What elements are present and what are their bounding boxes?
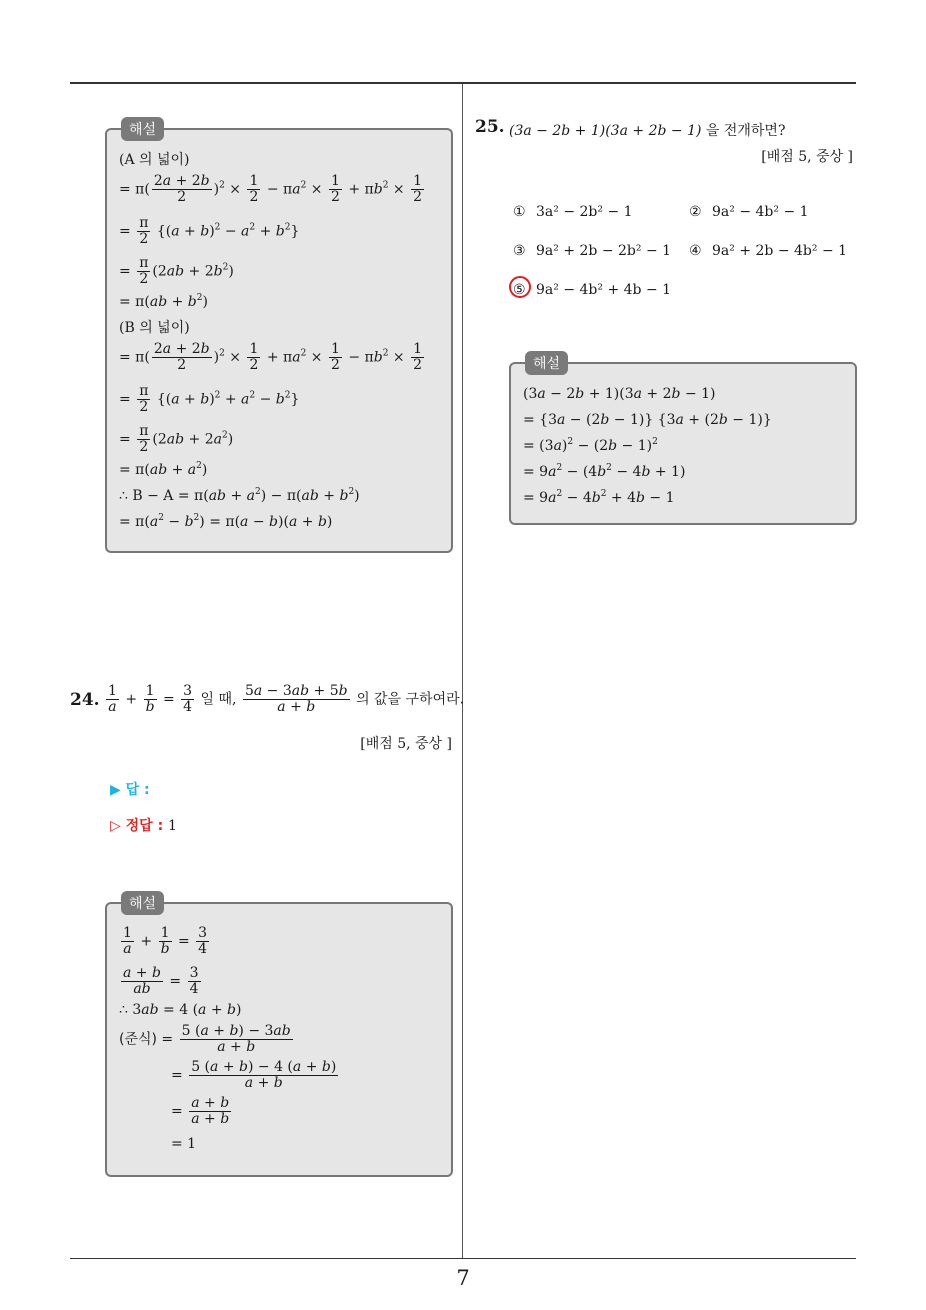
q24-sol-step-3: ∴ 3ab = 4 (a + b) <box>119 1002 242 1018</box>
explanation-box-area <box>105 122 453 553</box>
therefore-symbol: ∴ <box>119 488 128 504</box>
q25-sol-step-5: = $9a^2 - 4b^2 + 4b - 1$ <box>523 489 675 506</box>
explanation-box-q25 <box>509 356 857 525</box>
choice-text: 9a² − 4b² − 1 <box>712 204 809 220</box>
choice-mark: ② <box>689 204 702 220</box>
q25-choice-4[interactable] <box>689 243 847 259</box>
q24-sol-step-7: = 1 <box>171 1136 197 1152</box>
q24-question: $\frac{1}{a}$ + $\frac{1}{b}$ = $\frac{3}{4}$ 일 때, $\frac{5a - 3ab + 5b}{a + b}$ 의 값을 구하여라. <box>108 683 465 715</box>
q25-sol-step-2: = {3a − (2b − 1)} {3a + (2b − 1)} <box>523 412 772 428</box>
choice-text: 3a² − 2b² − 1 <box>536 204 633 220</box>
q24-condition-word: 일 때, <box>200 691 237 708</box>
top-rule <box>70 82 856 84</box>
q24-sol-step-1: $\frac{1}{a}$ + $\frac{1}{b}$ = $\frac{3}{4}$ <box>123 925 208 957</box>
choice-mark: ⑤ <box>513 282 526 298</box>
q24-score: [배점 5, 중상 ] <box>360 736 452 752</box>
q24-correct-label <box>110 815 177 835</box>
page-number: 7 <box>456 1266 470 1290</box>
choice-mark: ① <box>513 204 526 220</box>
q25-choice-1[interactable] <box>513 204 633 220</box>
q24-sol-step-4: (준식) = $\frac{5 (a + b) - 3ab}{a + b}$ <box>119 1023 291 1055</box>
area-a-label: (A 의 넓이) <box>119 152 190 168</box>
bottom-rule <box>70 1258 856 1259</box>
area-a-step-2: = $\frac{\pi}{2}$ $\{(a + b)^2 - a^2 + b^2\}$ <box>119 215 300 247</box>
difference-line: ∴ $B - A = \pi(ab + a^2) - \pi(ab + b^2)$ <box>119 487 360 504</box>
q25-choice-5[interactable] <box>513 282 671 298</box>
column-divider <box>462 84 463 1258</box>
choice-text: 9a² − 4b² + 4b − 1 <box>536 282 672 298</box>
explanation-tag: 해설 <box>121 117 164 141</box>
area-b-step-1: = π( $\frac{2a + 2b}{2}$ )$^2$ × $\frac{1}{2}$ + $\pi a^2$ × $\frac{1}{2}$ − $\pi b^2$ × $\frac{1}{2}$ <box>119 341 423 373</box>
q25-question-tail: 을 전개하면? <box>705 123 786 139</box>
q24-question-tail: 의 값을 구하여라. <box>356 691 465 708</box>
q25-choice-2[interactable] <box>689 204 809 220</box>
q24-sol-step-5: = $\frac{5 (a + b) - 4 (a + b)}{a + b}$ <box>171 1059 337 1091</box>
area-a-step-3: = $\frac{\pi}{2}$ $(2ab + 2b^2)$ <box>119 255 234 287</box>
choice-mark: ③ <box>513 243 526 259</box>
area-a-step-4: = $\pi(ab + b^2)$ <box>119 293 208 310</box>
choice-text: 9a² + 2b − 4b² − 1 <box>712 243 848 259</box>
area-b-step-4: = $\pi(ab + a^2)$ <box>119 461 208 478</box>
q24-solution-label: (준식) <box>119 1031 157 1048</box>
q25-expression: (3a − 2b + 1)(3a + 2b − 1) <box>509 123 702 139</box>
area-b-label: (B 의 넓이) <box>119 320 190 336</box>
area-b-step-2: = $\frac{\pi}{2}$ $\{(a + b)^2 + a^2 - b^2\}$ <box>119 383 300 415</box>
q25-sol-step-1: (3a − 2b + 1)(3a + 2b − 1) <box>523 386 716 402</box>
q25-number: 25. <box>475 117 505 137</box>
q25-choice-3[interactable] <box>513 243 671 259</box>
q24-correct-value: 1 <box>168 818 177 834</box>
explanation-tag: 해설 <box>121 891 164 915</box>
explanation-tag: 해설 <box>525 351 568 375</box>
q24-sol-step-2: $\frac{a + b}{ab}$ = $\frac{3}{4}$ <box>123 965 199 997</box>
q25-score: [배점 5, 중상 ] <box>761 149 853 165</box>
choice-text: 9a² + 2b − 2b² − 1 <box>536 243 672 259</box>
q25-sol-step-3: = $(3a)^2 - (2b - 1)^2$ <box>523 437 658 454</box>
q24-sol-step-6: = $\frac{a + b}{a + b}$ <box>171 1095 230 1127</box>
q25-question <box>509 120 785 140</box>
choice-mark: ④ <box>689 243 702 259</box>
explanation-box-q24 <box>105 896 453 1177</box>
difference-result: = $\pi(a^2 - b^2) = \pi(a - b)(a + b)$ <box>119 513 333 530</box>
correct-label-text: ▷ 정답 : <box>110 818 164 834</box>
area-b-step-3: = $\frac{\pi}{2}$ $(2ab + 2a^2)$ <box>119 423 234 455</box>
q24-answer-label: ▶ 답 : <box>110 782 150 798</box>
q24-number: 24. <box>70 690 100 710</box>
q25-sol-step-4: = $9a^2 - (4b^2 - 4b + 1)$ <box>523 463 686 480</box>
area-a-step-1: = π( $\frac{2a + 2b}{2}$ )$^2$ × $\frac{1}{2}$ − $\pi a^2$ × $\frac{1}{2}$ + $\pi b^2$ × $\frac{1}{2}$ <box>119 173 423 205</box>
